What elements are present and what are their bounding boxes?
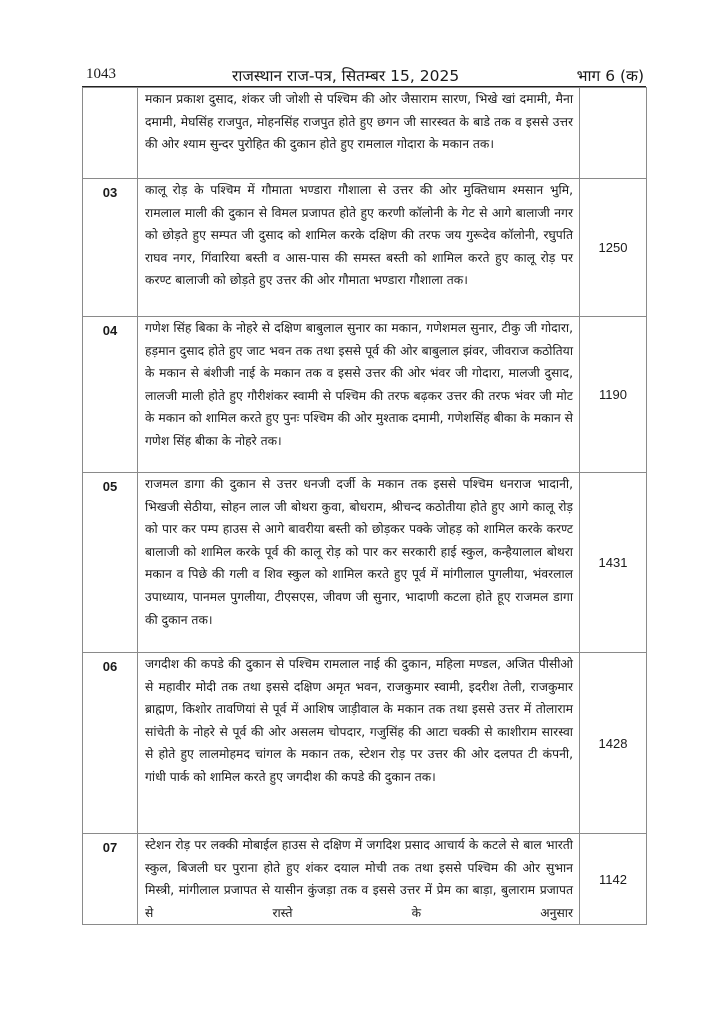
ward-boundary-table <box>82 87 647 925</box>
table-row <box>83 473 647 653</box>
ward-number: 06 <box>83 653 138 834</box>
population-count: 1190 <box>580 317 647 473</box>
population-count: 1431 <box>580 473 647 653</box>
ward-number <box>83 88 138 179</box>
gazette-title: राजस्थान राज-पत्र, सितम्बर 15, 2025 <box>232 67 460 85</box>
ward-description: मकान प्रकाश दुसाद, शंकर जी जोशी से पश्चिम की ओर जैसाराम सारण, भिखे खां दमामी, मैना दमामी, मेघसिंह राजपुत, मोहनसिंह राजपुत होते हुए छगन जी सारस्वत के बाडे तक व इससे उत्तर की ओर श्याम सुन्दर पुरोहित की दुकान होते हुए रामलाल गोदारा के मकान तक। <box>138 88 580 179</box>
ward-description: स्टेशन रोड़ पर लक्की मोबाईल हाउस से दक्षिण में जगदिश प्रसाद आचार्य के कटले से बाल भारती स्कुल, बिजली घर पुराना होते हुए शंकर दयाल मोची तक तथा इससे पश्चिम की ओर सुभान मिस्त्री, मांगीलाल प्रजापत से यासीन कुंजड़ा तक व इससे उत्तर में प्रेम का बाड़ा, बुलाराम प्रजापत से रास्ते के अनुसार <box>138 834 580 925</box>
table-row <box>83 179 647 317</box>
gazette-part: भाग 6 (क) <box>576 67 644 85</box>
ward-description: कालू रोड़ के पश्चिम में गौमाता भण्डारा गौशाला से उत्तर की ओर मुक्तिधाम श्मसान भुमि, रामलाल माली की दुकान से विमल प्रजापत होते हुए करणी कॉलोनी के गेट से आगे बालाजी नगर को छोड़ते हुए सम्पत जी दुसाद को शामिल करके दक्षिण की तरफ जय गुरूदेव कॉलोनी, रघुपति राघव नगर, गिंवारिया बस्ती व आस-पास की समस्त बस्ती को शामिल करते हुए कालू रोड़ पर करण्ट बालाजी को छोड़ते हुए उत्तर की ओर गौमाता भण्डारा गौशाला तक। <box>138 179 580 317</box>
table-row <box>83 834 647 925</box>
table-row <box>83 653 647 834</box>
page-header <box>82 64 646 87</box>
ward-description: जगदीश की कपडे की दुकान से पश्चिम रामलाल नाई की दुकान, महिला मण्डल, अजित पीसीओ से महावीर मोदी तक तथा इससे दक्षिण अमृत भवन, राजकुमार स्वामी, इदरीश तेली, राजकुमार ब्राह्मण, किशोर तावणियां से पूर्व में आशिष जाड़ीवाल के मकान तक तथा इससे उत्तर में तोलाराम सांचेती के नोहरे से पूर्व की ओर असलम चोपदार, गजुसिंह की आटा चक्की से काशीराम सारस्वा से होते हुए लालमोहमद चांगल के मकान तक, स्टेशन रोड़ पर उत्तर की ओर दलपत टी कंपनी, गांधी पार्क को शामिल करते हुए जगदीश की कपडे की दुकान तक। <box>138 653 580 834</box>
population-count <box>580 88 647 179</box>
page-number: 1043 <box>86 66 116 82</box>
population-count: 1250 <box>580 179 647 317</box>
ward-description: गणेश सिंह बिका के नोहरे से दक्षिण बाबुलाल सुनार का मकान, गणेशमल सुनार, टीकु जी गोदारा, हड़मान दुसाद होते हुए जाट भवन तक तथा इससे पूर्व की ओर बाबुलाल झंवर, जीवराज कठोतिया के मकान से बंशीजी नाई के मकान तक व इससे उत्तर की ओर भंवर जी गोदारा, मालजी दुसाद, लालजी माली होते हुए गौरीशंकर स्वामी से पश्चिम की तरफ बढ़कर उत्तर की तरफ भंवर जी मोट के मकान को शामिल करते हुए पुनः पश्चिम की ओर मुश्ताक दमामी, गणेशसिंह बीका के मकान से गणेश सिंह बीका के नोहरे तक। <box>138 317 580 473</box>
table-row <box>83 88 647 179</box>
table-row <box>83 317 647 473</box>
ward-number: 04 <box>83 317 138 473</box>
ward-number: 07 <box>83 834 138 925</box>
population-count: 1142 <box>580 834 647 925</box>
ward-description: राजमल डागा की दुकान से उत्तर धनजी दर्जी के मकान तक इससे पश्चिम धनराज भादानी, भिखजी सेठीया, सोहन लाल जी बोथरा कुवा, बोधराम, श्रीचन्द कठोतीया होते हुए आगे कालू रोड़ को पार कर पम्प हाउस से आगे बावरीया बस्ती को छोड़कर पक्के जोहड़ को शामिल करके करण्ट बालाजी को शामिल करके पूर्व की कालू रोड़ को पार कर सरकारी हाई स्कुल, कन्हैयालाल बोथरा मकान व पिछे की गली व शिव स्कुल को शामिल करते हुए पूर्व में मांगीलाल पुगलीया, भंवरलाल उपाध्याय, पानमल पुगलीया, टीएसएस, जीवण जी सुनार, भादाणी कटला होते हूए राजमल डागा की दुकान तक। <box>138 473 580 653</box>
population-count: 1428 <box>580 653 647 834</box>
ward-number: 03 <box>83 179 138 317</box>
ward-number: 05 <box>83 473 138 653</box>
